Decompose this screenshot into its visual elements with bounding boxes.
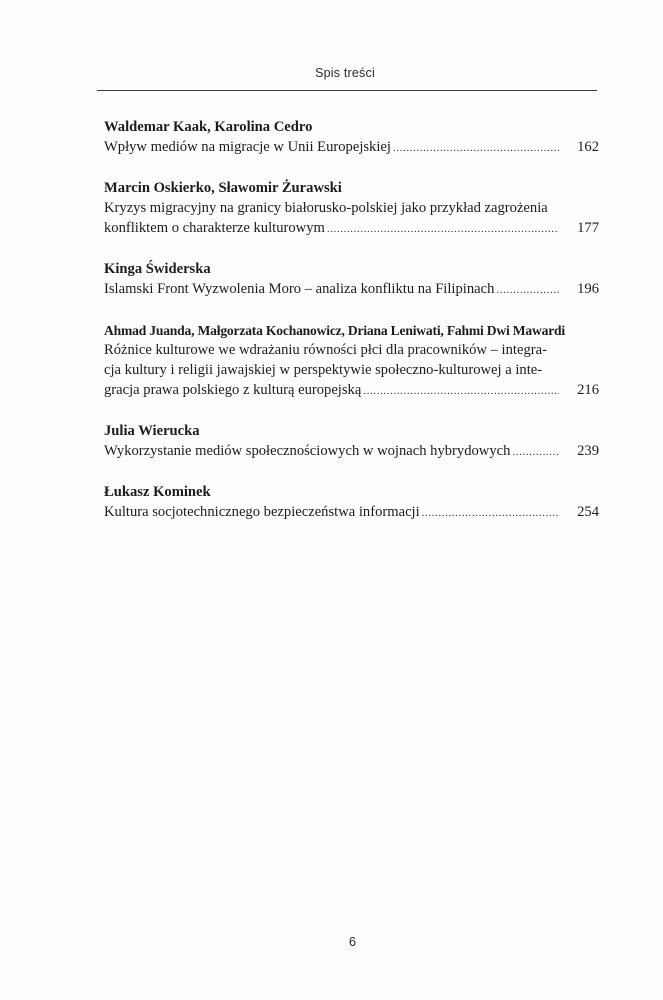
toc-entry bbox=[104, 118, 599, 158]
dot-leader bbox=[363, 381, 559, 401]
dot-leader bbox=[512, 442, 559, 462]
toc-title-last-line bbox=[104, 441, 599, 462]
toc-page-number: 254 bbox=[577, 504, 599, 520]
table-of-contents bbox=[104, 118, 599, 544]
toc-authors: Waldemar Kaak, Karolina Cedro bbox=[104, 119, 313, 135]
toc-title-line: Różnice kulturowe we wdrażaniu równości płci dla pracowników – integra- bbox=[104, 342, 547, 358]
toc-authors: Marcin Oskierko, Sławomir Żurawski bbox=[104, 180, 342, 196]
dot-leader bbox=[422, 503, 559, 523]
toc-title: Wpływ mediów na migracje w Unii Europejskiej bbox=[104, 139, 391, 155]
toc-page-number: 177 bbox=[577, 220, 599, 236]
toc-title-last-line bbox=[104, 137, 599, 158]
dot-leader bbox=[496, 280, 559, 300]
page-number: 6 bbox=[348, 934, 357, 949]
toc-entry bbox=[104, 483, 599, 523]
toc-title: Wykorzystanie mediów społecznościowych w wojnach hybrydowych bbox=[104, 443, 511, 459]
dot-leader bbox=[393, 138, 559, 158]
toc-entry bbox=[104, 422, 599, 462]
toc-title-last-line bbox=[104, 502, 599, 523]
toc-title-last-line bbox=[104, 218, 599, 239]
toc-page-number: 162 bbox=[577, 139, 599, 155]
toc-authors: Łukasz Kominek bbox=[104, 484, 211, 500]
toc-authors: Kinga Świderska bbox=[104, 261, 211, 277]
toc-page-number: 239 bbox=[577, 443, 599, 459]
toc-title: konfliktem o charakterze kulturowym bbox=[104, 220, 325, 236]
toc-entry bbox=[104, 321, 599, 401]
toc-title: Islamski Front Wyzwolenia Moro – analiza konfliktu na Filipinach bbox=[104, 281, 495, 297]
toc-page-number: 196 bbox=[577, 281, 599, 297]
toc-page-number: 216 bbox=[577, 382, 599, 398]
toc-authors: Ahmad Juanda, Małgorzata Kochanowicz, Driana Leniwati, Fahmi Dwi Mawardi bbox=[104, 323, 565, 338]
toc-title: gracja prawa polskiego z kulturą europejską bbox=[104, 382, 362, 398]
toc-title-last-line bbox=[104, 380, 599, 401]
toc-title-line: cja kultury i religii jawajskiej w perspektywie społeczno-kulturowej a inte- bbox=[104, 362, 543, 378]
dot-leader bbox=[327, 219, 559, 239]
toc-entry bbox=[104, 179, 599, 239]
toc-title: Kultura socjotechnicznego bezpieczeństwa informacji bbox=[104, 504, 420, 520]
toc-title-last-line bbox=[104, 279, 599, 300]
toc-authors: Julia Wierucka bbox=[104, 423, 200, 439]
header-rule bbox=[97, 90, 597, 91]
running-head: Spis treści bbox=[315, 66, 375, 80]
toc-entry bbox=[104, 260, 599, 300]
toc-title-line: Kryzys migracyjny na granicy białorusko-polskiej jako przykład zagrożenia bbox=[104, 200, 548, 216]
